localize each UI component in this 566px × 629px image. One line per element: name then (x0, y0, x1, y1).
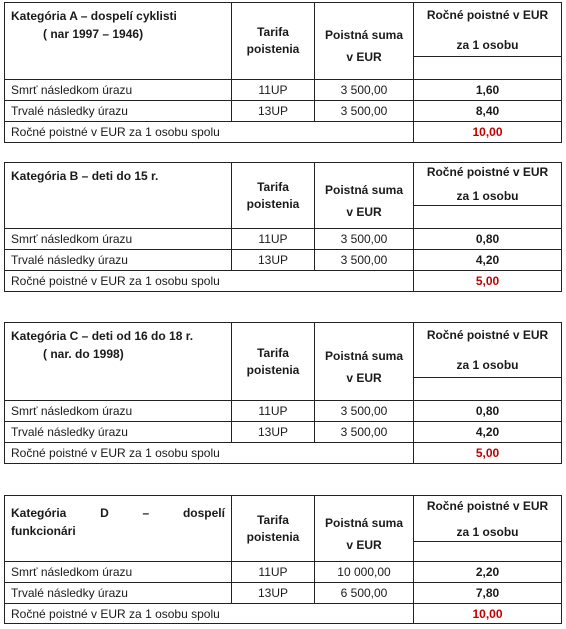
total-row (5, 122, 562, 143)
total-label: Ročné poistné v EUR za 1 osobu spolu (5, 122, 414, 143)
suma-header: Poistná suma v EUR (315, 496, 414, 562)
category-header (5, 496, 232, 562)
coverage-label: Smrť následkom úrazu (5, 80, 232, 101)
premium-blank-cell (414, 206, 562, 229)
category-header (5, 323, 232, 401)
category-title: Kategória C – deti od 16 do 18 r. (11, 329, 194, 343)
premium-header-top: Ročné poistné v EUR (426, 498, 549, 513)
premium-header (414, 496, 562, 542)
category-title-word: Kategória (11, 506, 67, 520)
total-value: 5,00 (414, 443, 562, 464)
tarifa-header: Tarifa poistenia (232, 496, 315, 562)
tarifa-code: 13UP (232, 422, 315, 443)
total-value: 10,00 (414, 122, 562, 143)
total-label: Ročné poistné v EUR za 1 osobu spolu (5, 443, 414, 464)
tarifa-code: 13UP (232, 250, 315, 271)
suma-header: Poistná suma v EUR (315, 163, 414, 229)
tarifa-header: Tarifa poistenia (232, 163, 315, 229)
premium-value: 2,20 (414, 562, 562, 583)
coverage-label: Trvalé následky úrazu (5, 101, 232, 122)
category-header (5, 3, 232, 80)
table-row (5, 229, 562, 250)
category-title: Kategória A – dospelí cyklisti (11, 9, 177, 23)
insured-sum: 3 500,00 (315, 101, 414, 122)
insured-sum: 3 500,00 (315, 229, 414, 250)
table-row (5, 422, 562, 443)
premium-header (414, 323, 562, 378)
tarifa-code: 13UP (232, 101, 315, 122)
coverage-label: Trvalé následky úrazu (5, 250, 232, 271)
premium-header-top: Ročné poistné v EUR (426, 7, 549, 22)
coverage-label: Trvalé následky úrazu (5, 422, 232, 443)
total-row (5, 443, 562, 464)
tarifa-header: Tarifa poistenia (232, 3, 315, 80)
insured-sum: 6 500,00 (315, 583, 414, 604)
table-row (5, 583, 562, 604)
total-label: Ročné poistné v EUR za 1 osobu spolu (5, 604, 414, 624)
coverage-label: Smrť následkom úrazu (5, 229, 232, 250)
category-header (5, 163, 232, 229)
coverage-label: Smrť následkom úrazu (5, 401, 232, 422)
category-c-table (4, 322, 562, 464)
premium-blank-cell (414, 542, 562, 562)
premium-value: 4,20 (414, 250, 562, 271)
suma-header: Poistná suma v EUR (315, 323, 414, 401)
coverage-label: Smrť následkom úrazu (5, 562, 232, 583)
table-row (5, 80, 562, 101)
premium-header (414, 163, 562, 206)
premium-header-bottom: za 1 osobu (456, 189, 519, 203)
premium-value: 4,20 (414, 422, 562, 443)
table-row (5, 562, 562, 583)
insured-sum: 10 000,00 (315, 562, 414, 583)
category-subtitle: ( nar. do 1998) (43, 347, 124, 361)
premium-header-bottom: za 1 osobu (456, 358, 519, 372)
suma-header: Poistná suma v EUR (315, 3, 414, 80)
tarifa-header: Tarifa poistenia (232, 323, 315, 401)
category-title (11, 504, 225, 522)
table-row (5, 250, 562, 271)
insured-sum: 3 500,00 (315, 401, 414, 422)
premium-blank-cell (414, 378, 562, 401)
premium-blank-cell (414, 57, 562, 80)
premium-header-bottom: za 1 osobu (456, 524, 519, 539)
premium-value: 7,80 (414, 583, 562, 604)
coverage-label: Trvalé následky úrazu (5, 583, 232, 604)
insured-sum: 3 500,00 (315, 422, 414, 443)
premium-header-top: Ročné poistné v EUR (426, 328, 549, 342)
table-row (5, 401, 562, 422)
insured-sum: 3 500,00 (315, 80, 414, 101)
premium-header (414, 3, 562, 57)
premium-value: 0,80 (414, 229, 562, 250)
category-title: Kategória B – deti do 15 r. (11, 169, 159, 183)
premium-value: 8,40 (414, 101, 562, 122)
tarifa-code: 13UP (232, 583, 315, 604)
premium-value: 1,60 (414, 80, 562, 101)
tarifa-code: 11UP (232, 80, 315, 101)
category-b-table (4, 162, 562, 292)
total-row (5, 604, 562, 624)
premium-header-bottom: za 1 osobu (456, 37, 519, 52)
insured-sum: 3 500,00 (315, 250, 414, 271)
premium-value: 0,80 (414, 401, 562, 422)
premium-header-top: Ročné poistné v EUR (426, 165, 549, 179)
category-d-table (4, 495, 562, 624)
category-title-word: – (142, 506, 150, 520)
category-title-word: dospelí (182, 506, 225, 520)
total-label: Ročné poistné v EUR za 1 osobu spolu (5, 271, 414, 292)
category-a-table (4, 2, 562, 143)
category-subtitle: ( nar 1997 – 1946) (43, 27, 144, 41)
category-subtitle: funkcionári (11, 524, 76, 538)
tarifa-code: 11UP (232, 229, 315, 250)
total-value: 5,00 (414, 271, 562, 292)
total-value: 10,00 (414, 604, 562, 624)
tarifa-code: 11UP (232, 401, 315, 422)
table-row (5, 101, 562, 122)
tarifa-code: 11UP (232, 562, 315, 583)
total-row (5, 271, 562, 292)
category-title-word: D (100, 506, 109, 520)
